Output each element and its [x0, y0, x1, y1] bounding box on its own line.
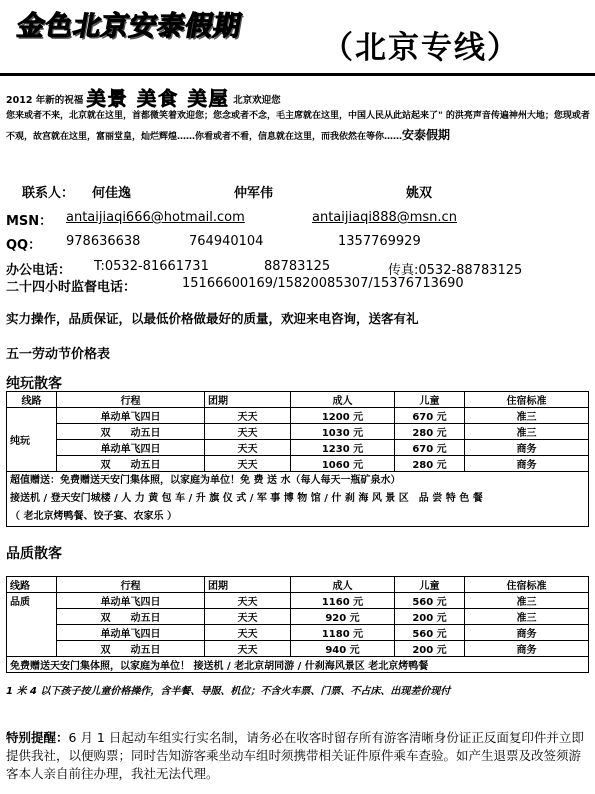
itinerary-cell: 双 动五日 — [57, 456, 205, 472]
lodging-cell: 准三 — [465, 609, 589, 625]
table-header-row — [7, 577, 589, 593]
lodging-cell: 商务 — [465, 641, 589, 657]
table-row — [7, 593, 589, 609]
table-note-cell — [7, 472, 589, 527]
itinerary-cell: 单动单飞四日 — [57, 593, 205, 609]
header-cell: 成人 — [291, 577, 395, 593]
table-note-row — [7, 657, 589, 673]
note-line: 接送机 / 登天安门城楼 / 人 力 黄 包 车 / 升 旗 仪 式 / 军 事 博 物 馆 / 什 刹 海 风 景 区 品 尝 特 色 餐 — [10, 493, 483, 504]
intro-brand: 安泰假期 — [402, 128, 451, 142]
header-cell: 行程 — [57, 577, 205, 593]
adult-price-cell: 1200 元 — [291, 408, 395, 424]
contact-name: 仲军伟 — [234, 186, 274, 201]
qq-label: QQ： — [6, 238, 42, 253]
special-line-title: （北京专线） — [322, 30, 520, 66]
reminder-text: 6 月 1 日起动车组实行实名制，请务必在收客时留存所有游客清晰身份证正反面复印件并立即提供我社，以便购票；同时告知游客乘坐动车组时须携带相关证件原件乘车查验。如产生退票及改签须游客本人亲自前往办理，我社无法代理。 — [6, 730, 584, 781]
section-title: 品质散客 — [6, 546, 62, 562]
qq-row — [6, 234, 591, 252]
table-row — [7, 440, 589, 456]
qq-number: 978636638 — [66, 234, 141, 249]
greeting-pre: 2012 年新的祝福 — [6, 95, 84, 106]
child-policy-note: 1 米 4 以下孩子按儿童价格操作，含半餐、导服、机位；不含火车票、门票、不占床、出现差价现付 — [6, 686, 451, 697]
header-cell: 住宿标准 — [465, 577, 589, 593]
itinerary-cell: 双 动五日 — [57, 609, 205, 625]
child-price-cell: 200 元 — [395, 609, 465, 625]
table-note-cell: 免费赠送天安门集体照，以家庭为单位！ 接送机 / 老北京胡同游 / 什刹海风景区 老北京烤鸭餐 — [7, 657, 589, 673]
table-row — [7, 625, 589, 641]
office-phone-row — [6, 259, 591, 277]
price-table-title: 五一劳动节价格表 — [6, 347, 111, 362]
child-price-cell: 200 元 — [395, 641, 465, 657]
schedule-cell: 天天 — [205, 593, 291, 609]
adult-price-cell: 920 元 — [291, 609, 395, 625]
header-cell: 住宿标准 — [465, 392, 589, 408]
qq-number: 1357769929 — [338, 234, 421, 249]
table-header-row — [7, 392, 589, 408]
lodging-cell: 商务 — [465, 440, 589, 456]
route-cell: 品质 — [7, 593, 57, 657]
qq-number: 764940104 — [189, 234, 264, 249]
table-row — [7, 609, 589, 625]
header-divider — [0, 73, 595, 76]
adult-price-cell: 1230 元 — [291, 440, 395, 456]
note-line: 超值赠送：免费赠送天安门集体照，以家庭为单位！免 费 送 水（每人每天一瓶矿泉水） — [10, 475, 401, 486]
adult-price-cell: 940 元 — [291, 641, 395, 657]
itinerary-cell: 双 动五日 — [57, 424, 205, 440]
table-row — [7, 641, 589, 657]
child-price-cell: 670 元 — [395, 408, 465, 424]
schedule-cell: 天天 — [205, 625, 291, 641]
lodging-cell: 商务 — [465, 456, 589, 472]
header-cell: 成人 — [291, 392, 395, 408]
msn-link[interactable]: antaijiaqi888@msn.cn — [312, 210, 457, 225]
lodging-cell: 准三 — [465, 408, 589, 424]
msn-row — [6, 210, 591, 228]
section-title: 纯玩散客 — [6, 376, 62, 392]
price-table-2 — [6, 576, 589, 673]
schedule-cell: 天天 — [205, 440, 291, 456]
header-cell: 线路 — [7, 577, 57, 593]
lodging-cell: 准三 — [465, 593, 589, 609]
route-cell: 纯玩 — [7, 408, 57, 472]
table-row — [7, 424, 589, 440]
contacts-row — [22, 182, 582, 200]
schedule-cell: 天天 — [205, 609, 291, 625]
table-row — [7, 408, 589, 424]
header-cell: 儿童 — [395, 577, 465, 593]
header-cell: 行程 — [57, 392, 205, 408]
msn-label: MSN： — [6, 214, 53, 229]
table-note-row — [7, 472, 589, 527]
greeting-big: 美景 美食 美屋 — [86, 88, 230, 110]
header-cell: 儿童 — [395, 392, 465, 408]
itinerary-cell: 单动单飞四日 — [57, 408, 205, 424]
slogan: 实力操作，品质保证，以最低价格做最好的质量，欢迎来电咨询，送客有礼 — [6, 311, 419, 326]
intro-paragraph — [6, 107, 594, 147]
lodging-cell: 商务 — [465, 625, 589, 641]
itinerary-cell: 单动单飞四日 — [57, 440, 205, 456]
header-cell: 线路 — [7, 392, 57, 408]
schedule-cell: 天天 — [205, 456, 291, 472]
reminder-label: 特别提醒： — [6, 730, 69, 745]
contacts-label: 联系人： — [22, 186, 75, 201]
adult-price-cell: 1030 元 — [291, 424, 395, 440]
schedule-cell: 天天 — [205, 641, 291, 657]
header-cell: 团期 — [205, 577, 291, 593]
msn-link[interactable]: antaijiaqi666@hotmail.com — [66, 210, 245, 225]
hotline-row — [6, 276, 591, 294]
contact-name: 姚双 — [406, 186, 433, 201]
schedule-cell: 天天 — [205, 408, 291, 424]
child-price-cell: 670 元 — [395, 440, 465, 456]
child-price-cell: 560 元 — [395, 593, 465, 609]
brand-title: 金色北京安泰假期 — [14, 11, 245, 42]
child-price-cell: 280 元 — [395, 456, 465, 472]
itinerary-cell: 单动单飞四日 — [57, 625, 205, 641]
header-cell: 团期 — [205, 392, 291, 408]
table-row — [7, 456, 589, 472]
itinerary-cell: 双 动五日 — [57, 641, 205, 657]
schedule-cell: 天天 — [205, 424, 291, 440]
contact-name: 何佳逸 — [92, 186, 132, 201]
intro-text: 您来或者不来，北京就在这里，首都微笑着欢迎您；您念或者不念，毛主席就在这里，中国人民从此站起来了" 的洪亮声音传遍神州大地；您现或者不观，故宫就在这里，富丽堂皇，灿烂辉煌……你看或者不看，信息就在这里，而我依然在等你…… — [6, 111, 590, 142]
adult-price-cell: 1060 元 — [291, 456, 395, 472]
greeting-post: 北京欢迎您 — [233, 95, 281, 106]
hotline-numbers: 15166600169/15820085307/15376713690 — [182, 276, 464, 291]
office-label: 办公电话： — [6, 263, 72, 278]
child-price-cell: 560 元 — [395, 625, 465, 641]
price-table-1 — [6, 391, 589, 527]
note-line: （ 老北京烤鸭餐、饺子宴、农家乐 ） — [10, 511, 177, 522]
hotline-label: 二十四小时监督电话： — [6, 280, 137, 295]
adult-price-cell: 1160 元 — [291, 593, 395, 609]
office-phone: T:0532-81661731 — [94, 259, 209, 274]
office-phone: 88783125 — [264, 259, 331, 274]
special-reminder — [6, 729, 592, 783]
adult-price-cell: 1180 元 — [291, 625, 395, 641]
child-price-cell: 280 元 — [395, 424, 465, 440]
lodging-cell: 准三 — [465, 424, 589, 440]
fax-number: 传真:0532-88783125 — [388, 263, 523, 278]
